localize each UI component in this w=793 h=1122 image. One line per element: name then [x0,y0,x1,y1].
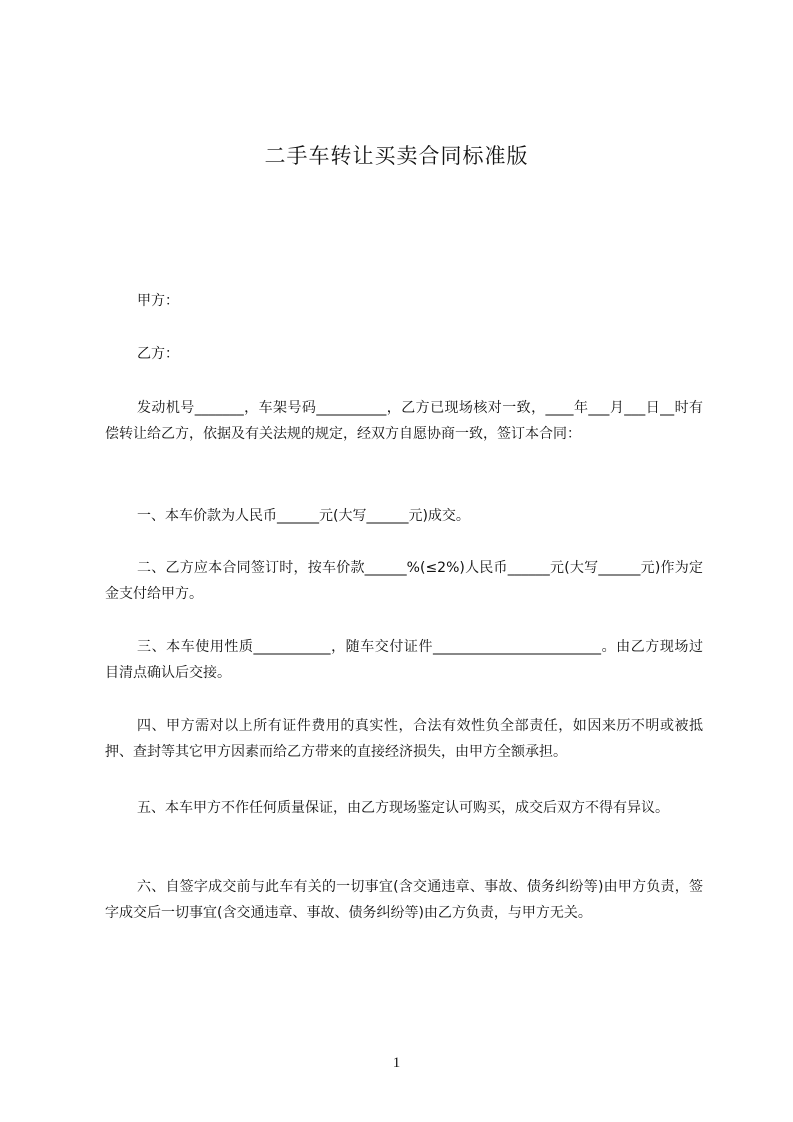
clause-6: 六、自签字成交前与此车有关的一切事宜(含交通违章、事故、债务纠纷等)由甲方负责，签字成交后一切事宜(含交通违章、事故、债务纠纷等)由乙方负责，与甲方无关。 [105,879,703,921]
page-number: 1 [392,1055,401,1071]
clause-4: 四、甲方需对以上所有证件费用的真实性，合法有效性负全部责任，如因来历不明或被抵押、查封等其它甲方因素而给乙方带来的直接经济损失，由甲方全额承担。 [105,718,703,760]
document-title: 二手车转让买卖合同标准版 [264,144,529,168]
clause-2: 二、乙方应本合同签订时，按车价款______%(≤2%)人民币______元(大写______元)作为定金支付给甲方。 [105,560,703,602]
intro-paragraph: 发动机号_______，车架号码__________，乙方已现场核对一致，____年___月___日__时有偿转让给乙方，依据及有关法规的规定，经双方自愿协商一致，签订本合同： [105,400,703,442]
clause-1: 一、本车价款为人民币______元(大写______元)成交。 [137,508,470,524]
party-b-line: 乙方： [137,346,179,362]
party-a-line: 甲方： [137,293,179,309]
clause-5: 五、本车甲方不作任何质量保证，由乙方现场鉴定认可购买，成交后双方不得有异议。 [137,800,669,816]
clause-3: 三、本车使用性质___________，随车交付证件________________________。由乙方现场过目清点确认后交接。 [105,639,703,681]
